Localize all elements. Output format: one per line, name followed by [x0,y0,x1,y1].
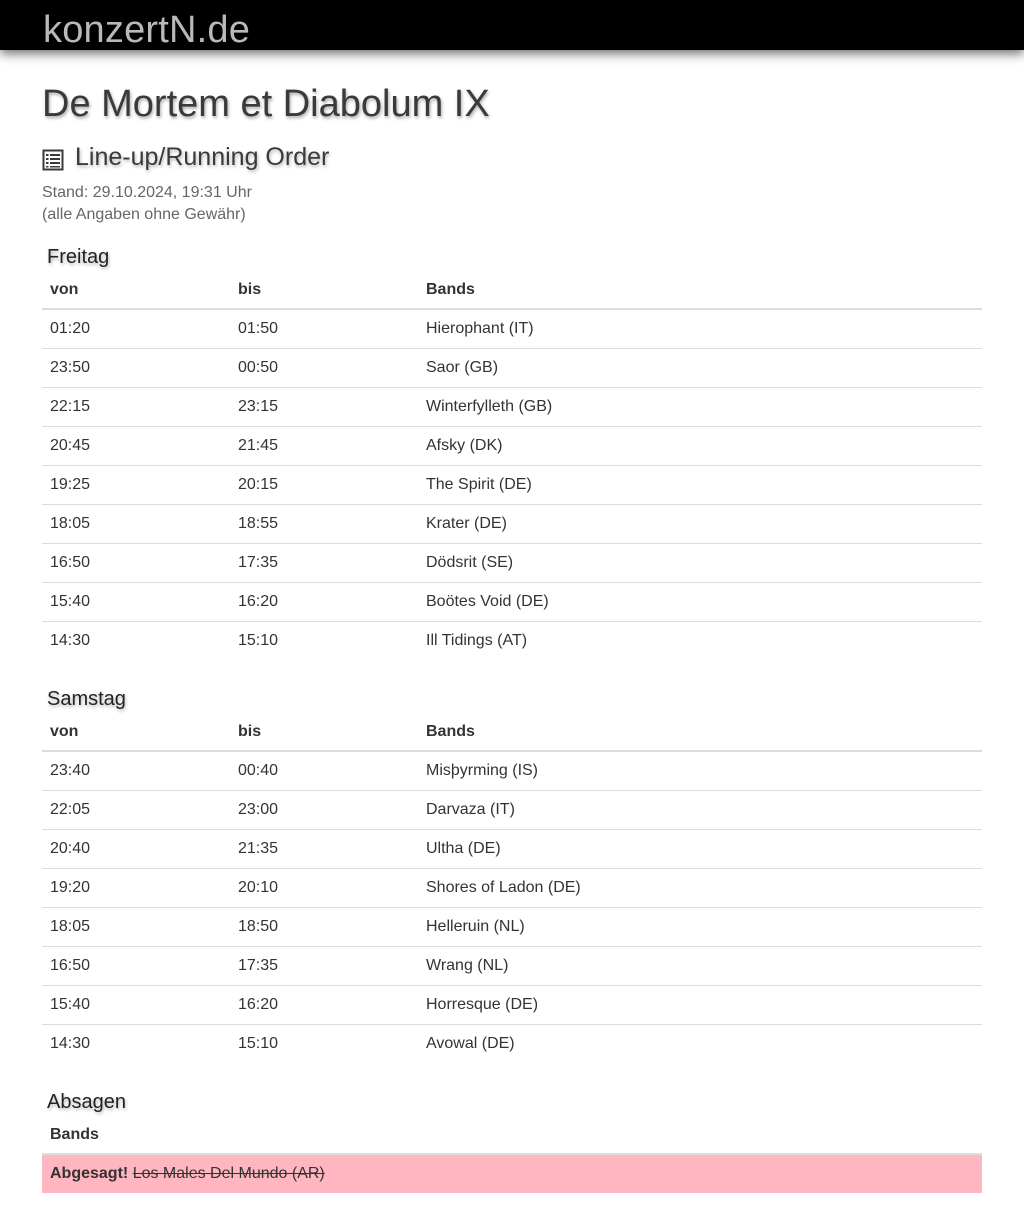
section-title-text: Line-up/Running Order [75,143,330,171]
start-time: 18:05 [42,505,230,544]
end-time: 15:10 [230,622,418,661]
site-logo-link[interactable]: konzertN.de [43,9,251,50]
cancelled-band-cell [42,1154,982,1193]
start-time: 18:05 [42,908,230,947]
day-title-freitag: Freitag [47,246,110,268]
table-row [42,505,982,544]
meta-info [42,182,982,226]
start-time: 01:20 [50,320,91,337]
end-time: 18:55 [230,505,418,544]
band-name: Ill Tidings (AT) [418,622,982,661]
day-title-samstag: Samstag [47,688,126,710]
table-row [42,869,982,908]
end-time: 17:35 [230,947,418,986]
cancellations-block [42,1087,982,1193]
site-header [0,0,1024,50]
section-title [42,140,982,174]
table-row [42,583,982,622]
stand-date: Stand: 29.10.2024, 19:31 Uhr [42,184,252,201]
start-time: 22:15 [42,388,230,427]
cancelled-row [42,1154,982,1193]
end-time: 15:10 [230,1025,418,1064]
end-time: 16:20 [230,986,418,1025]
end-time: 23:00 [230,791,418,830]
table-row [42,466,982,505]
band-name: Boötes Void (DE) [418,583,982,622]
table-row [42,791,982,830]
start-time: 23:50 [42,349,230,388]
column-header-bands: Bands [42,1117,982,1154]
band-name: Hierophant (IT) [426,320,534,337]
end-time: 21:45 [230,427,418,466]
band-name: Shores of Ladon (DE) [418,869,982,908]
band-name: Wrang (NL) [418,947,982,986]
start-time: 16:50 [42,544,230,583]
table-row [42,830,982,869]
column-header-von: von [42,272,230,309]
start-time: 19:25 [42,466,230,505]
column-header-bands: Bands [418,272,982,309]
day-block-freitag [42,242,982,660]
table-row [42,622,982,661]
end-time: 23:15 [230,388,418,427]
end-time: 17:35 [230,544,418,583]
band-name: Ultha (DE) [418,830,982,869]
band-name: Misþyrming (IS) [426,762,539,779]
list-icon [42,146,64,168]
end-time: 18:50 [230,908,418,947]
table-row [42,427,982,466]
end-time: 00:40 [238,762,279,779]
table-row [42,908,982,947]
start-time: 22:05 [42,791,230,830]
table-row [42,1025,982,1064]
band-name: Horresque (DE) [418,986,982,1025]
band-name: Winterfylleth (GB) [418,388,982,427]
band-name: Helleruin (NL) [418,908,982,947]
start-time: 14:30 [42,622,230,661]
band-name: Krater (DE) [418,505,982,544]
running-order-table-samstag [42,714,982,1063]
start-time: 16:50 [42,947,230,986]
start-time: 15:40 [42,986,230,1025]
cancellations-title: Absagen [47,1091,126,1113]
table-row [42,544,982,583]
start-time: 23:40 [50,762,91,779]
event-title: De Mortem et Diabolum IX [42,83,490,125]
running-order-table-freitag [42,272,982,660]
end-time: 20:15 [230,466,418,505]
cancelled-badge: Abgesagt! [50,1165,129,1182]
table-row [42,349,982,388]
main-content [42,80,982,1193]
table-row [42,309,982,349]
start-time: 15:40 [42,583,230,622]
disclaimer: (alle Angaben ohne Gewähr) [42,206,246,223]
band-name: Afsky (DK) [418,427,982,466]
start-time: 19:20 [42,869,230,908]
column-header-von: von [42,714,230,751]
column-header-bis: bis [230,714,418,751]
start-time: 14:30 [42,1025,230,1064]
table-header-row [42,272,982,309]
end-time: 01:50 [238,320,279,337]
end-time: 20:10 [230,869,418,908]
table-row [42,751,982,791]
band-name: Saor (GB) [418,349,982,388]
band-name: Avowal (DE) [418,1025,982,1064]
end-time: 21:35 [230,830,418,869]
band-name: Darvaza (IT) [418,791,982,830]
table-header-row [42,1117,982,1154]
start-time: 20:40 [42,830,230,869]
table-header-row [42,714,982,751]
cancellations-table [42,1117,982,1193]
day-block-samstag [42,684,982,1063]
table-row [42,947,982,986]
column-header-bis: bis [230,272,418,309]
end-time: 00:50 [230,349,418,388]
table-row [42,388,982,427]
cancelled-band-name: Los Males Del Mundo (AR) [132,1165,325,1182]
end-time: 16:20 [230,583,418,622]
band-name: Dödsrit (SE) [418,544,982,583]
table-row [42,986,982,1025]
start-time: 20:45 [42,427,230,466]
column-header-bands: Bands [418,714,982,751]
band-name: The Spirit (DE) [418,466,982,505]
